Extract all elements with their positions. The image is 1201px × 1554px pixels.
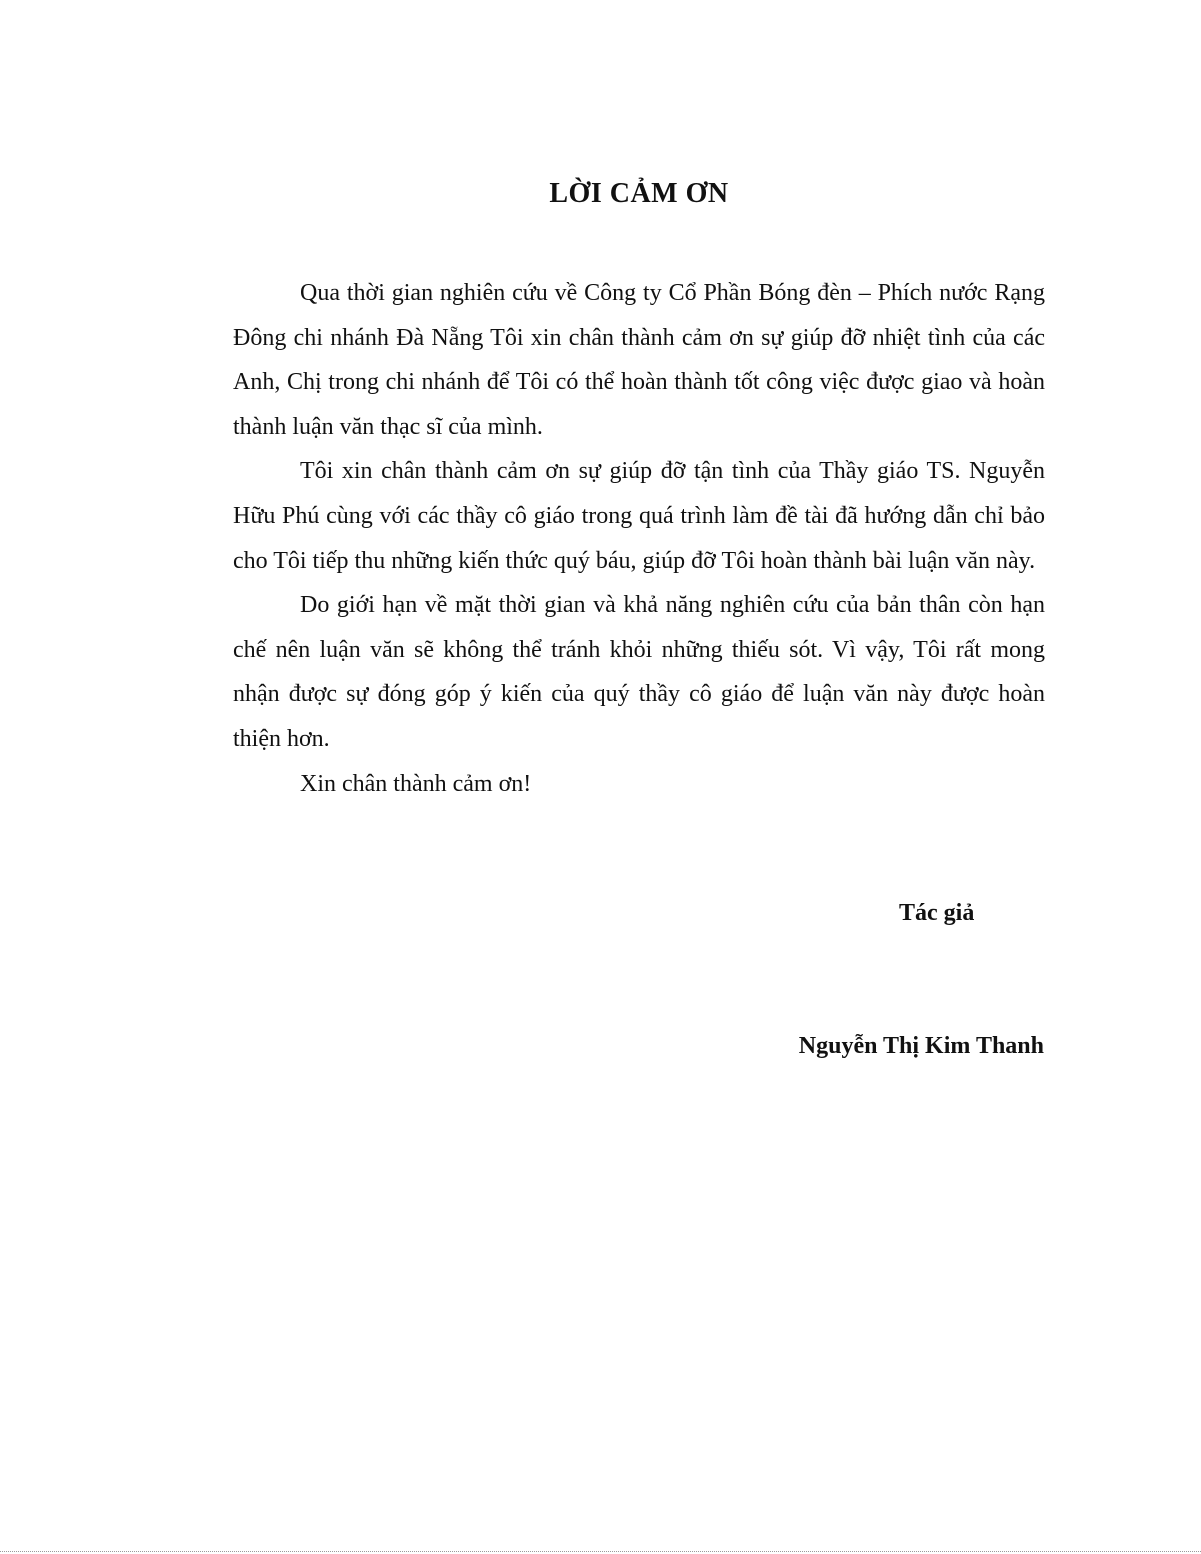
acknowledgement-body	[233, 271, 1045, 806]
paragraph-1: Qua thời gian nghiên cứu về Công ty Cổ Phần Bóng đèn – Phích nước Rạng Đông chi nhánh Đà Nẵng Tôi xin chân thành cảm ơn sự giúp đỡ nhiệt tình của các Anh, Chị trong chi nhánh để Tôi có thể hoàn thành tốt công việc được giao và hoàn thành luận văn thạc sĩ của mình.	[233, 280, 1045, 440]
paragraph-3: Do giới hạn về mặt thời gian và khả năng nghiên cứu của bản thân còn hạn chế nên luận văn sẽ không thể tránh khỏi những thiếu sót. Vì vậy, Tôi rất mong nhận được sự đóng góp ý kiến của quý thầy cô giáo để luận văn này được hoàn thiện hơn.	[233, 592, 1045, 752]
page-bottom-divider	[0, 1551, 1201, 1552]
paragraph-4: Xin chân thành cảm ơn!	[300, 770, 532, 797]
page-title: LỜI CẢM ƠN	[549, 178, 729, 209]
author-label: Tác giả	[899, 900, 975, 926]
paragraph-2: Tôi xin chân thành cảm ơn sự giúp đỡ tận tình của Thầy giáo TS. Nguyễn Hữu Phú cùng với các thầy cô giáo trong quá trình làm đề tài đã hướng dẫn chỉ bảo cho Tôi tiếp thu những kiến thức quý báu, giúp đỡ Tôi hoàn thành bài luận văn này.	[233, 458, 1045, 574]
author-name: Nguyễn Thị Kim Thanh	[798, 1033, 1044, 1059]
